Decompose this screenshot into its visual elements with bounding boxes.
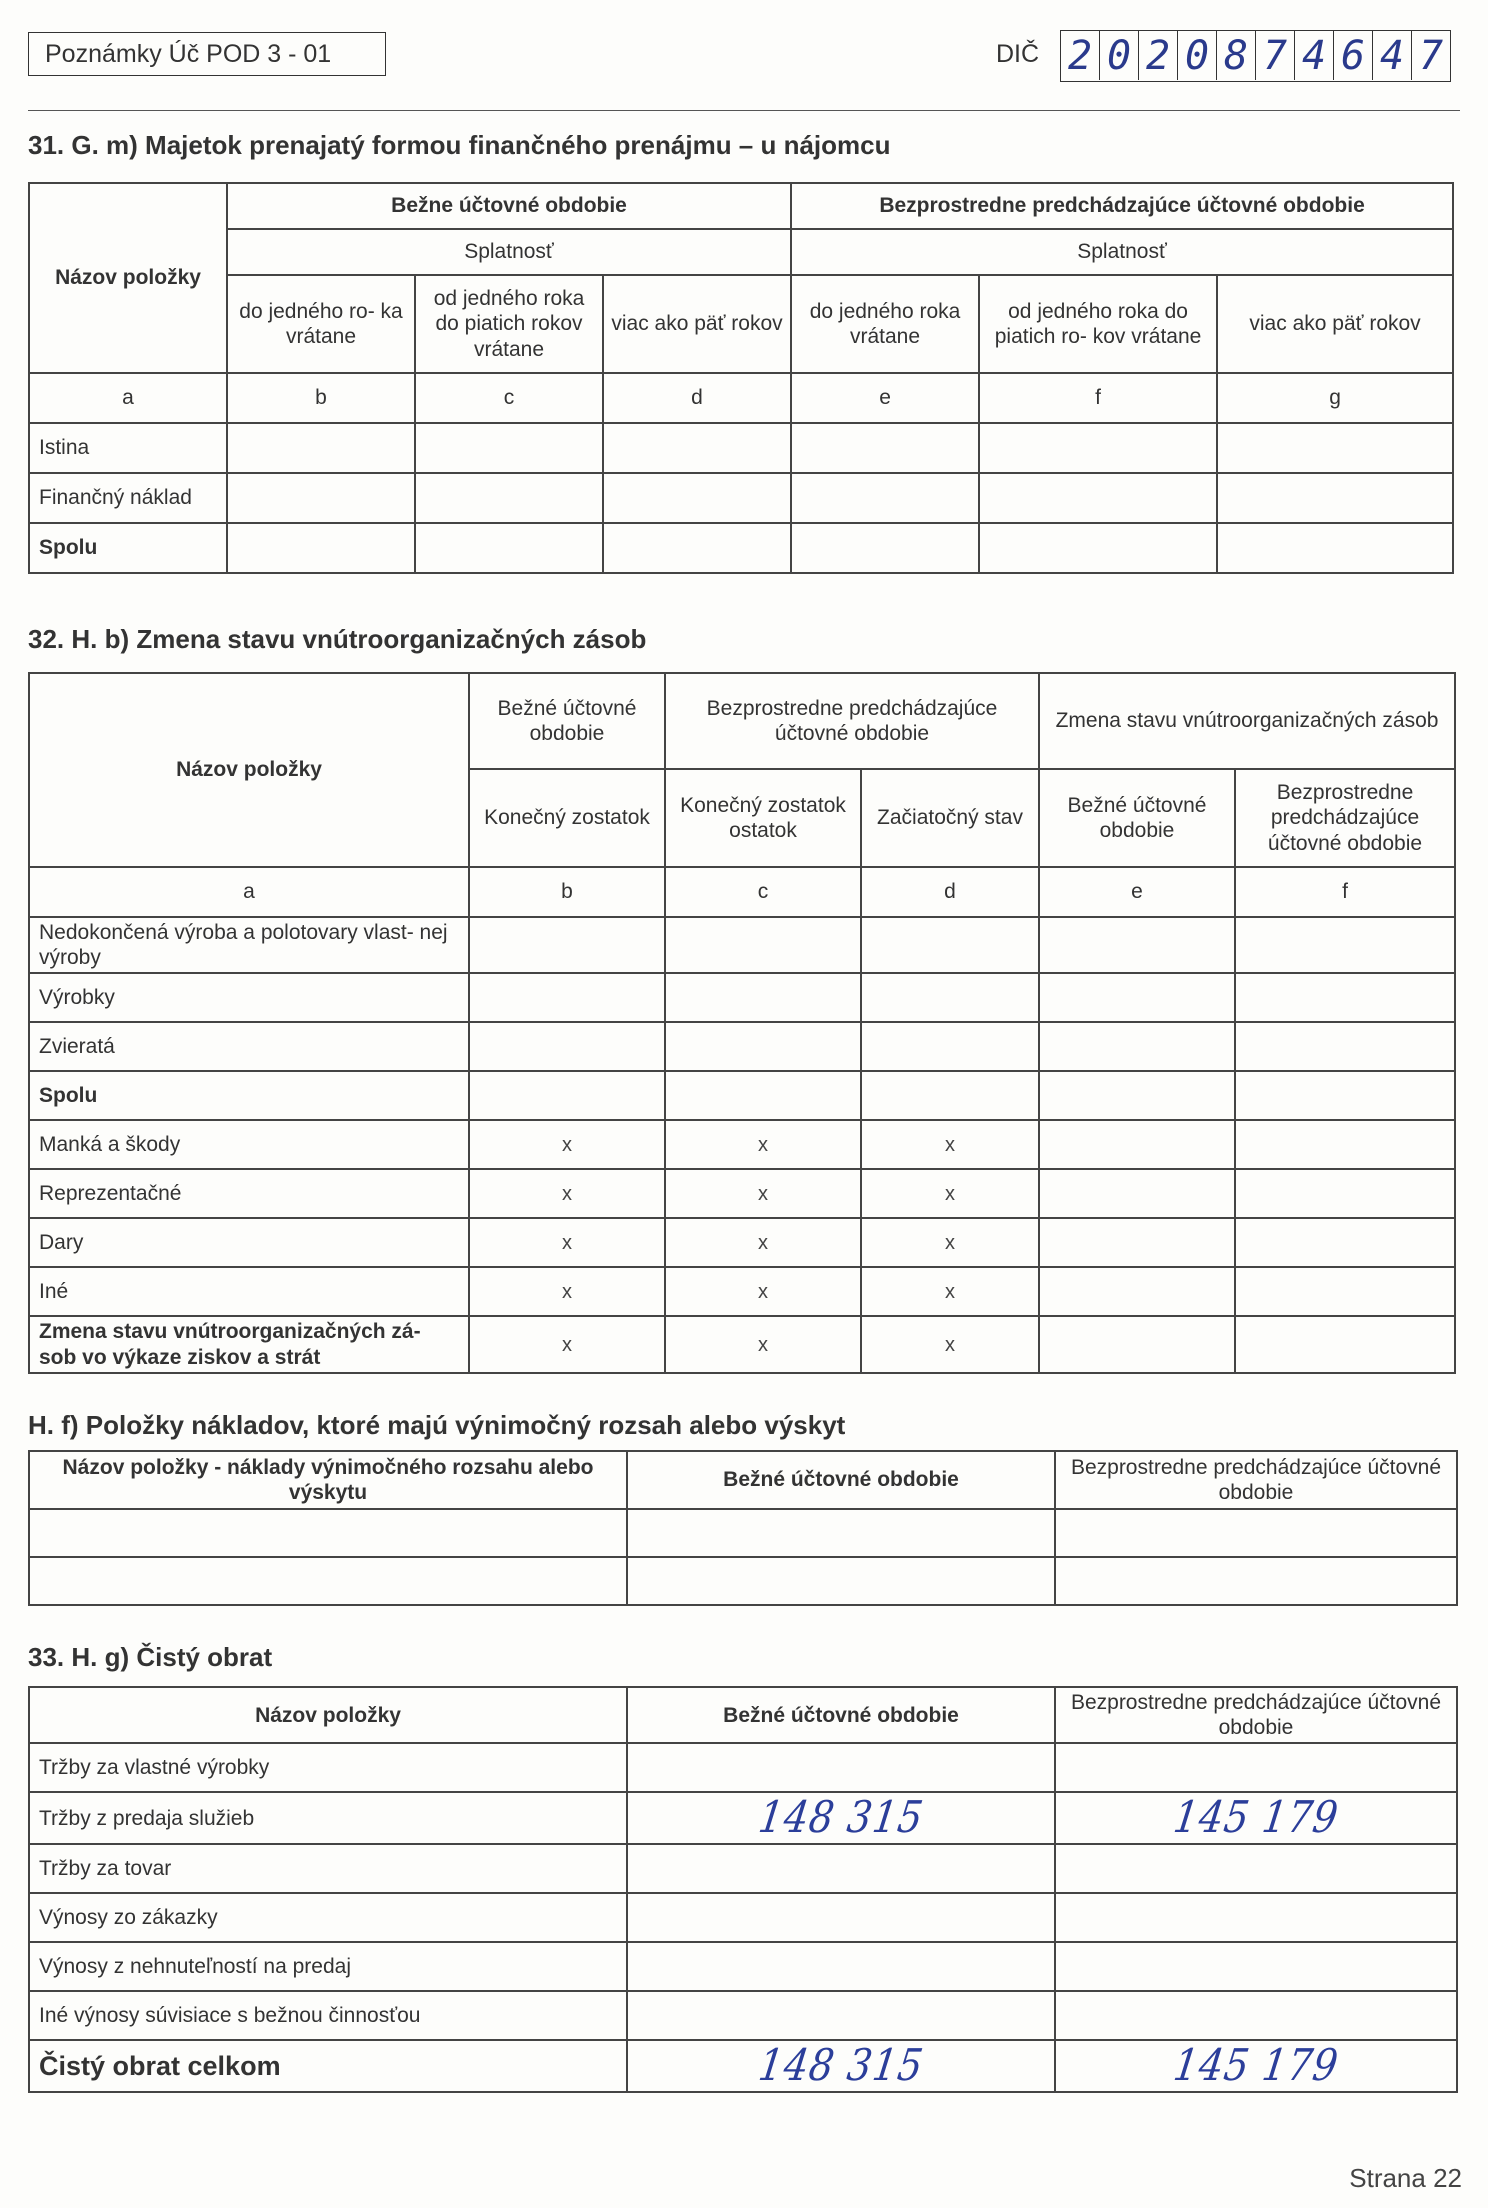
table-row: [29, 1844, 1457, 1893]
form-label: Poznámky Úč POD 3 - 01: [28, 32, 386, 76]
data-cell[interactable]: [1235, 973, 1455, 1022]
data-cell[interactable]: [227, 523, 415, 573]
table-row: [29, 423, 1453, 473]
current-value[interactable]: [627, 1991, 1055, 2040]
table-row: [29, 1509, 1457, 1557]
previous-value[interactable]: [1055, 1991, 1457, 2040]
col-previous-header: Bezprostredne predchádzajúce účtovné obdobie: [1055, 1687, 1457, 1743]
data-cell[interactable]: [1217, 423, 1453, 473]
row-label-total: Spolu: [29, 1071, 469, 1120]
table-row: [29, 1120, 1455, 1169]
data-cell[interactable]: [415, 523, 603, 573]
table-row: [29, 523, 1453, 573]
data-cell[interactable]: [1039, 1169, 1235, 1218]
data-cell[interactable]: [469, 917, 665, 973]
data-cell[interactable]: [1039, 1120, 1235, 1169]
data-cell[interactable]: [29, 1557, 627, 1605]
group-previous-header: Bezprostredne predchádzajúce účtovné obdobie: [665, 673, 1039, 769]
data-cell[interactable]: [1235, 1120, 1455, 1169]
previous-value[interactable]: [1055, 1844, 1457, 1893]
dic-digit: 4: [1373, 31, 1412, 80]
col-previous-header: Bezprostredne predchádzajúce účtovné obdobie: [1055, 1451, 1457, 1509]
x-mark: x: [469, 1120, 665, 1169]
data-cell[interactable]: [861, 1022, 1039, 1071]
column-letter: b: [469, 867, 665, 917]
handwritten-value: 148 315: [755, 2039, 927, 2091]
page-number: Strana 22: [1349, 2163, 1462, 2193]
x-mark: x: [665, 1267, 861, 1316]
previous-value[interactable]: [1055, 1942, 1457, 1991]
row-label: Reprezentačné: [29, 1169, 469, 1218]
column-letter: e: [791, 373, 979, 423]
table-row: [29, 1022, 1455, 1071]
data-cell[interactable]: [979, 473, 1217, 523]
data-cell[interactable]: [1235, 1169, 1455, 1218]
data-cell[interactable]: [29, 1509, 627, 1557]
data-cell[interactable]: [791, 423, 979, 473]
row-label: Nedokončená výroba a polotovary vlast- nej výroby: [29, 917, 469, 973]
data-cell[interactable]: [415, 473, 603, 523]
data-cell[interactable]: [1217, 523, 1453, 573]
row-label: Manká a škody: [29, 1120, 469, 1169]
inventory-change-table: [28, 672, 1456, 1374]
data-cell[interactable]: [1055, 1557, 1457, 1605]
dic-digit: 0: [1178, 31, 1217, 80]
x-mark: x: [665, 1316, 861, 1372]
table-row: [29, 1169, 1455, 1218]
column-letter: a: [29, 373, 227, 423]
row-label: Zvieratá: [29, 1022, 469, 1071]
current-value[interactable]: [627, 1743, 1055, 1792]
table-row: [29, 1316, 1455, 1372]
data-cell[interactable]: [1039, 1022, 1235, 1071]
handwritten-value: 145 179: [1170, 2039, 1342, 2091]
data-cell[interactable]: [861, 973, 1039, 1022]
handwritten-value: 148 315: [755, 1791, 927, 1843]
table-row: [29, 1893, 1457, 1942]
col-item-header: Názov položky: [29, 1687, 627, 1743]
data-cell[interactable]: [227, 473, 415, 523]
data-cell[interactable]: [1235, 1022, 1455, 1071]
data-cell[interactable]: [1055, 1509, 1457, 1557]
col-g-header: viac ako päť rokov: [1217, 275, 1453, 373]
table-row: [29, 1267, 1455, 1316]
dic-digit: 2: [1139, 31, 1178, 80]
data-cell[interactable]: [665, 1071, 861, 1120]
previous-value[interactable]: [1055, 1893, 1457, 1942]
col-f-header: Bezprostredne predchádzajúce účtovné obdobie: [1235, 769, 1455, 867]
dic-boxes: [1060, 30, 1451, 82]
col-b-header: Konečný zostatok: [469, 769, 665, 867]
data-cell[interactable]: [603, 523, 791, 573]
data-cell[interactable]: [1217, 473, 1453, 523]
data-cell[interactable]: [665, 1022, 861, 1071]
group-current-header: Bežne účtovné obdobie: [227, 183, 791, 229]
data-cell[interactable]: [603, 473, 791, 523]
table-row: [29, 1218, 1455, 1267]
data-cell[interactable]: [861, 917, 1039, 973]
total-current-value[interactable]: [627, 2040, 1055, 2092]
col-current-header: Bežné účtovné obdobie: [627, 1451, 1055, 1509]
col-d-header: Začiatočný stav: [861, 769, 1039, 867]
dic-digit: 7: [1256, 31, 1295, 80]
current-value[interactable]: [627, 1792, 1055, 1844]
data-cell[interactable]: [469, 973, 665, 1022]
column-letter: f: [1235, 867, 1455, 917]
table-row-total: [29, 2040, 1457, 2092]
header-divider: [28, 110, 1460, 111]
data-cell[interactable]: [415, 423, 603, 473]
x-mark: x: [469, 1316, 665, 1372]
row-label: Tržby z predaja služieb: [29, 1792, 627, 1844]
row-label: Iné: [29, 1267, 469, 1316]
previous-value[interactable]: [1055, 1743, 1457, 1792]
row-label: Výnosy z nehnuteľností na predaj: [29, 1942, 627, 1991]
column-letter: c: [665, 867, 861, 917]
x-mark: x: [861, 1169, 1039, 1218]
col-d-header: viac ako päť rokov: [603, 275, 791, 373]
x-mark: x: [665, 1169, 861, 1218]
table-row: [29, 473, 1453, 523]
column-letter: a: [29, 867, 469, 917]
x-mark: x: [469, 1218, 665, 1267]
data-cell[interactable]: [603, 423, 791, 473]
col-c-header: Konečný zostatok ostatok: [665, 769, 861, 867]
group-change-header: Zmena stavu vnútroorganizačných zásob: [1039, 673, 1455, 769]
column-letter: f: [979, 373, 1217, 423]
current-value[interactable]: [627, 1942, 1055, 1991]
dic-label: DIČ: [996, 40, 1040, 68]
data-cell[interactable]: [1235, 1267, 1455, 1316]
table-row: [29, 1991, 1457, 2040]
dic-digit: 6: [1334, 31, 1373, 80]
maturity-header: Splatnosť: [791, 229, 1453, 275]
x-mark: x: [861, 1218, 1039, 1267]
col-item-header: Názov položky: [29, 183, 227, 373]
maturity-header: Splatnosť: [227, 229, 791, 275]
group-previous-header: Bezprostredne predchádzajúce účtovné obdobie: [791, 183, 1453, 229]
row-label: Výnosy zo zákazky: [29, 1893, 627, 1942]
current-value[interactable]: [627, 1893, 1055, 1942]
data-cell[interactable]: [665, 917, 861, 973]
column-letter: d: [603, 373, 791, 423]
column-letter: d: [861, 867, 1039, 917]
dic-digit: 4: [1295, 31, 1334, 80]
data-cell[interactable]: [979, 423, 1217, 473]
data-cell[interactable]: [665, 973, 861, 1022]
row-label: Výrobky: [29, 973, 469, 1022]
dic-digit: 0: [1100, 31, 1139, 80]
column-letter: g: [1217, 373, 1453, 423]
column-letter: c: [415, 373, 603, 423]
table-row: [29, 1942, 1457, 1991]
previous-value[interactable]: [1055, 1792, 1457, 1844]
data-cell[interactable]: [469, 1022, 665, 1071]
table-row: [29, 1743, 1457, 1792]
table-row: [29, 917, 1455, 973]
dic-digit: 8: [1217, 31, 1256, 80]
table-row: [29, 1557, 1457, 1605]
table-row: [29, 1792, 1457, 1844]
data-cell[interactable]: [791, 473, 979, 523]
data-cell[interactable]: [1235, 1218, 1455, 1267]
data-cell[interactable]: [1039, 1316, 1235, 1372]
group-current-header: Bežné účtovné obdobie: [469, 673, 665, 769]
row-label: Tržby za tovar: [29, 1844, 627, 1893]
row-label: Istina: [29, 423, 227, 473]
data-cell[interactable]: [1039, 973, 1235, 1022]
x-mark: x: [665, 1218, 861, 1267]
column-letter: b: [227, 373, 415, 423]
section-hf-title: H. f) Položky nákladov, ktoré majú výnimočný rozsah alebo výskyt: [28, 1410, 846, 1440]
exceptional-costs-table: [28, 1450, 1458, 1606]
data-cell[interactable]: [227, 423, 415, 473]
total-label: Čistý obrat celkom: [29, 2040, 627, 2092]
col-f-header: od jedného roka do piatich ro- kov vrátane: [979, 275, 1217, 373]
x-mark: x: [861, 1120, 1039, 1169]
data-cell[interactable]: [1039, 917, 1235, 973]
data-cell[interactable]: [1235, 917, 1455, 973]
data-cell[interactable]: [1039, 1071, 1235, 1120]
col-item-header: Názov položky: [29, 673, 469, 867]
data-cell[interactable]: [791, 523, 979, 573]
table-row: [29, 973, 1455, 1022]
col-c-header: od jedného roka do piatich rokov vrátane: [415, 275, 603, 373]
data-cell[interactable]: [627, 1557, 1055, 1605]
net-turnover-table: [28, 1686, 1458, 2093]
row-label: Dary: [29, 1218, 469, 1267]
row-label-total: Spolu: [29, 523, 227, 573]
section-33-title: 33. H. g) Čistý obrat: [28, 1642, 273, 1672]
col-e-header: do jedného roka vrátane: [791, 275, 979, 373]
row-label: Iné výnosy súvisiace s bežnou činnosťou: [29, 1991, 627, 2040]
row-label: Finančný náklad: [29, 473, 227, 523]
handwritten-value: 145 179: [1170, 1791, 1342, 1843]
data-cell[interactable]: [979, 523, 1217, 573]
section-31-title: 31. G. m) Majetok prenajatý formou finančného prenájmu – u nájomcu: [28, 130, 891, 160]
col-item-header: Názov položky - náklady výnimočného rozsahu alebo výskytu: [29, 1451, 627, 1509]
current-value[interactable]: [627, 1844, 1055, 1893]
col-b-header: do jedného ro- ka vrátane: [227, 275, 415, 373]
table-row: [29, 1071, 1455, 1120]
row-label-total: Zmena stavu vnútroorganizačných zá- sob vo výkaze ziskov a strát: [29, 1316, 469, 1372]
data-cell[interactable]: [1235, 1316, 1455, 1372]
x-mark: x: [861, 1267, 1039, 1316]
total-previous-value[interactable]: [1055, 2040, 1457, 2092]
data-cell[interactable]: [1235, 1071, 1455, 1120]
data-cell[interactable]: [1039, 1267, 1235, 1316]
x-mark: x: [469, 1169, 665, 1218]
data-cell[interactable]: [1039, 1218, 1235, 1267]
x-mark: x: [665, 1120, 861, 1169]
x-mark: x: [861, 1316, 1039, 1372]
col-e-header: Bežné účtovné obdobie: [1039, 769, 1235, 867]
dic-digit: 2: [1061, 31, 1100, 80]
x-mark: x: [469, 1267, 665, 1316]
data-cell[interactable]: [861, 1071, 1039, 1120]
data-cell[interactable]: [469, 1071, 665, 1120]
col-current-header: Bežné účtovné obdobie: [627, 1687, 1055, 1743]
row-label: Tržby za vlastné výrobky: [29, 1743, 627, 1792]
column-letter: e: [1039, 867, 1235, 917]
dic-digit: 7: [1418, 33, 1444, 79]
lease-table: [28, 182, 1454, 574]
section-32-title: 32. H. b) Zmena stavu vnútroorganizačných zásob: [28, 624, 647, 654]
data-cell[interactable]: [627, 1509, 1055, 1557]
